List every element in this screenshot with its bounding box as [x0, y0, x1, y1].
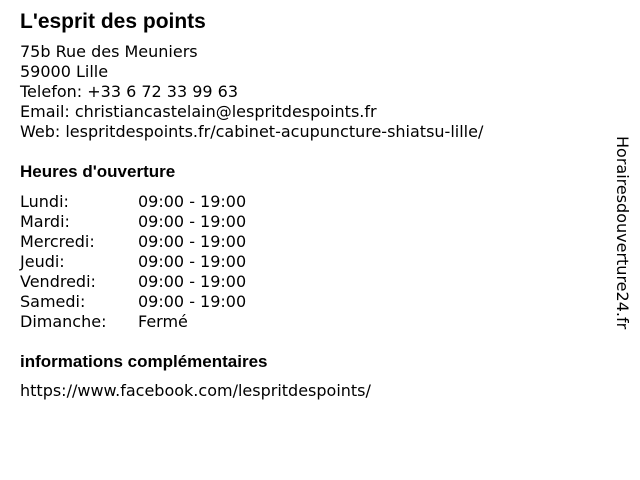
web-line: Web: lespritdespoints.fr/cabinet-acupuncture-shiatsu-lille/ — [20, 122, 484, 141]
facebook-link[interactable]: https://www.facebook.com/lespritdespoints/ — [20, 381, 371, 400]
time-value: 09:00 - 19:00 — [138, 192, 247, 211]
day-label: Mercredi: — [20, 232, 95, 251]
day-label: Lundi: — [20, 192, 69, 211]
contact-details — [20, 42, 600, 142]
day-label: Vendredi: — [20, 272, 96, 291]
hours-row-friday — [20, 272, 600, 292]
hours-row-tuesday — [20, 212, 600, 232]
day-label: Dimanche: — [20, 312, 107, 331]
city-address: 59000 Lille — [20, 62, 109, 81]
day-label: Samedi: — [20, 292, 86, 311]
time-value: 09:00 - 19:00 — [138, 272, 247, 291]
time-value: 09:00 - 19:00 — [138, 252, 247, 271]
street-address: 75b Rue des Meuniers — [20, 42, 198, 61]
hours-row-monday — [20, 192, 600, 212]
phone-line: Telefon: +33 6 72 33 99 63 — [20, 82, 239, 101]
business-name: L'esprit des points — [20, 10, 206, 33]
hours-row-sunday — [20, 312, 600, 332]
time-value: 09:00 - 19:00 — [138, 212, 247, 231]
hours-heading: Heures d'ouverture — [20, 162, 176, 181]
hours-row-thursday — [20, 252, 600, 272]
brand-watermark: Horairesdouverture24.fr — [613, 136, 632, 330]
time-value: 09:00 - 19:00 — [138, 292, 247, 311]
hours-row-saturday — [20, 292, 600, 312]
info-heading: informations complémentaires — [20, 352, 268, 371]
time-value: 09:00 - 19:00 — [138, 232, 247, 251]
hours-row-wednesday — [20, 232, 600, 252]
day-label: Jeudi: — [20, 252, 65, 271]
email-line: Email: christiancastelain@lespritdespoints.fr — [20, 102, 377, 121]
time-value: Fermé — [138, 312, 188, 331]
hours-table — [20, 192, 600, 332]
day-label: Mardi: — [20, 212, 70, 231]
business-card — [20, 10, 600, 401]
